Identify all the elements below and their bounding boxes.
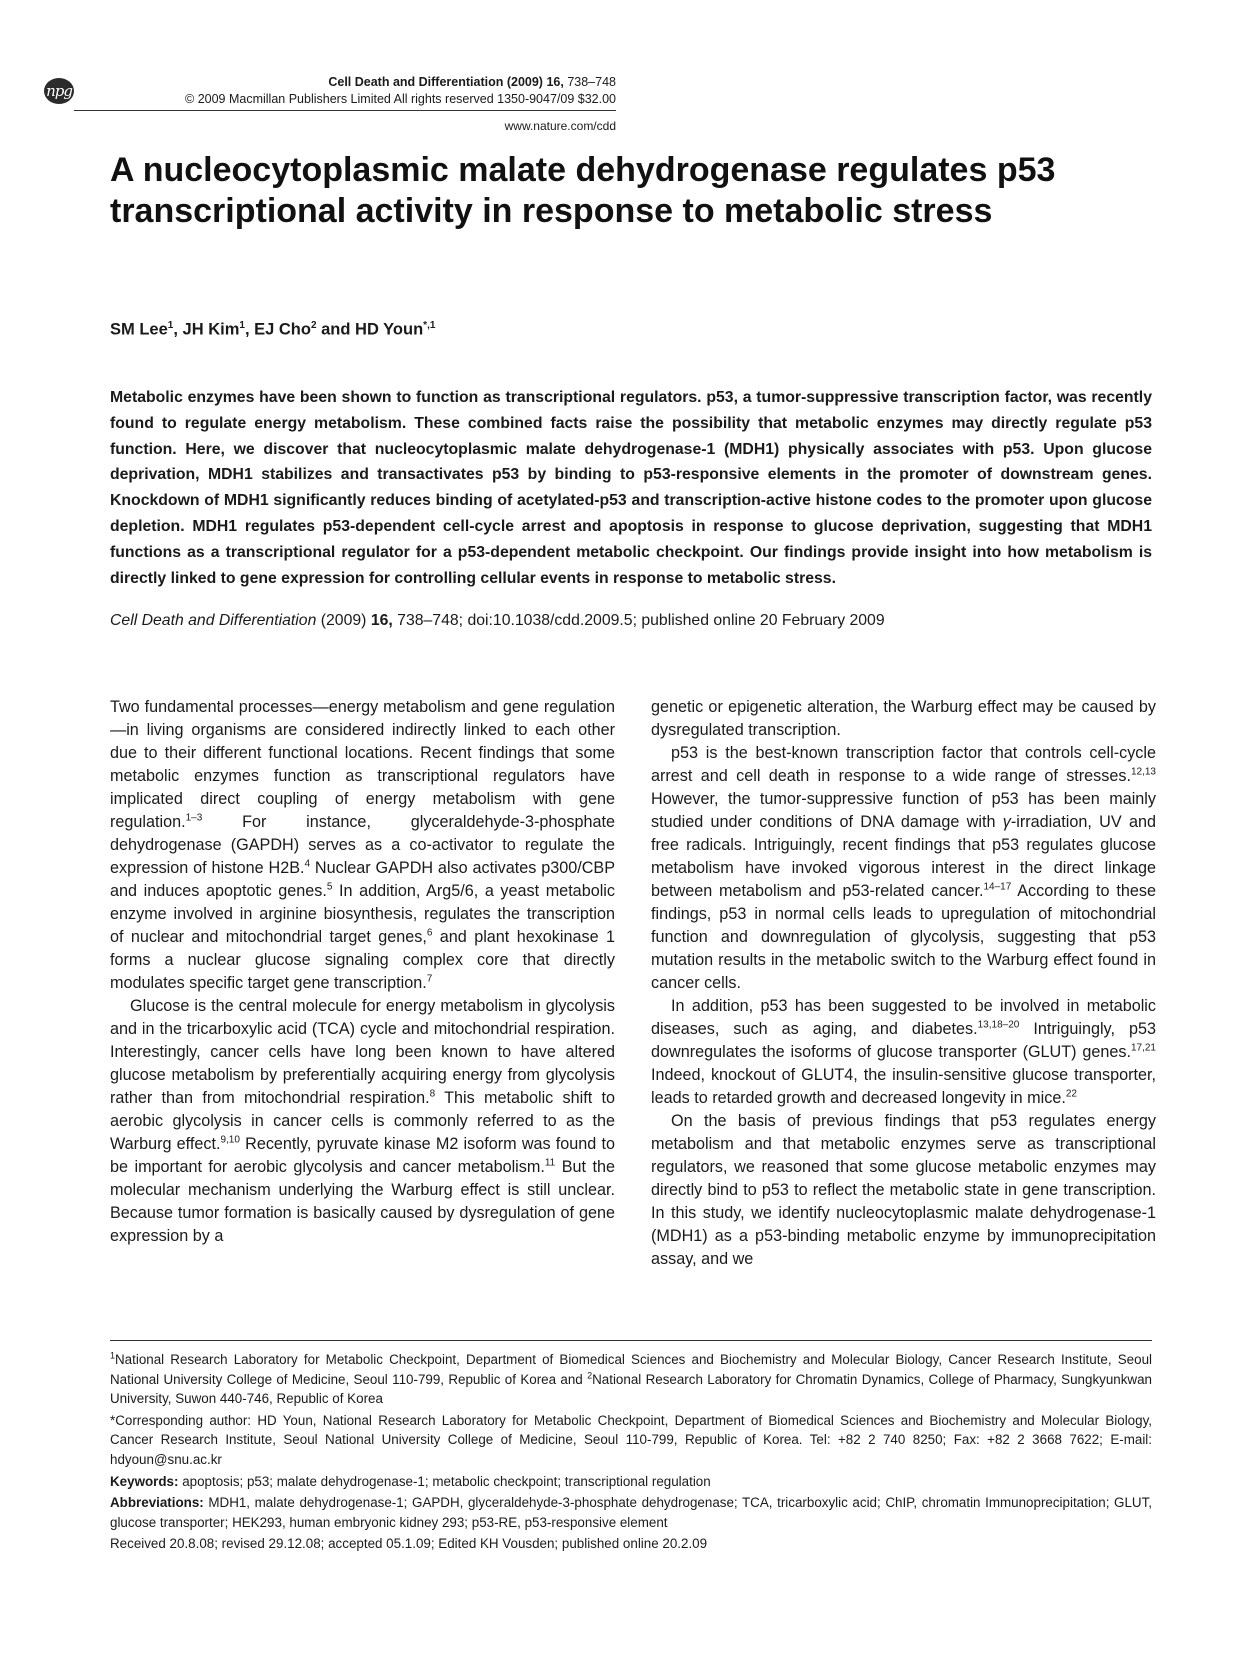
reference-mark: 14–17 — [983, 881, 1012, 893]
received-dates: Received 20.8.08; revised 29.12.08; accepted 05.1.09; Edited KH Vousden; published online 20.2.09 — [110, 1536, 708, 1552]
logo-text: npg — [46, 82, 72, 100]
author-separator: , — [173, 320, 183, 339]
reference-mark: 1–3 — [185, 812, 203, 824]
reference-mark: 12,13 — [1130, 766, 1156, 778]
body-paragraph: On the basis of previous findings that p53 regulates energy metabolism and that metabolic enzymes serve as transcriptional regulators, we reasoned that some glucose metabolic enzymes may directly bind to p53 to reflect the metabolic state in gene transcription. In this study, we identify nucleocytoplasmic malate dehydrogenase-1 (MDH1) as a p53-binding metabolic enzyme by immunoprecipitation assay, and we — [651, 1112, 1156, 1268]
reference-mark: 6 — [426, 927, 433, 939]
body-paragraph: Glucose is the central molecule for energy metabolism in glycolysis and in the tricarboxylic acid (TCA) cycle and mitochondrial respiration. Interestingly, cancer cells have long been known to have altered glucose metabolism by preferentially acquiring energy from glycolysis rather than from mitochondrial respiration.$^8$ This metabolic shift to aerobic glycolysis in cancer cells is commonly referred to as the Warburg effect.$^{9,10}$ Recently, pyruvate kinase M2 isoform was found to be important for aerobic glycolysis and cancer metabolism.$^{11}$ But the molecular mechanism underlying the Warburg effect is still unclear. Because tumor formation is basically caused by dysregulation of gene expression by a — [110, 997, 616, 1245]
citation-journal: Cell Death and Differentiation — [110, 612, 317, 629]
author-affiliation: 2 — [310, 320, 317, 331]
body-paragraph: genetic or epigenetic alteration, the Warburg effect may be caused by dysregulated transcription. — [651, 698, 1156, 739]
running-header — [185, 74, 616, 108]
reference-mark: 8 — [429, 1088, 436, 1100]
author-name: SM Lee — [110, 320, 168, 339]
author-name: EJ Cho — [254, 320, 311, 339]
journal-name: Cell Death and Differentiation (2009) — [328, 75, 543, 89]
affiliations: $^1$National Research Laboratory for Metabolic Checkpoint, Department of Biomedical Sciences and Biochemistry and Molecular Biology, Cancer Research Institute, Seoul National University College of Medicine, Seoul 110-799, Republic of Korea and $^2$National Research Laboratory for Chromatin Dynamics, College of Pharmacy, Sungkyunkwan University, Suwon 440-746, Republic of Korea — [110, 1350, 1152, 1407]
gamma-symbol: γ — [1002, 813, 1011, 831]
author-affiliation: 1 — [167, 320, 174, 331]
author-separator: and — [316, 320, 356, 339]
author-affiliation: *,1 — [423, 320, 436, 331]
abbreviations: Abbreviations: MDH1, malate dehydrogenase-1; GAPDH, glyceraldehyde-3-phosphate dehydrogenase; TCA, tricarboxylic acid; ChIP, chromatin Immunoprecipitation; GLUT, glucose transporter; HEK293, human embryonic kidney 293; p53-RE, p53-responsive element — [110, 1495, 1152, 1530]
article-title: A nucleocytoplasmic malate dehydrogenase regulates p53 transcriptional activity in response to metabolic stress — [110, 151, 1056, 230]
npg-logo — [44, 78, 74, 104]
journal-volume: 16, — [546, 75, 564, 89]
journal-line — [185, 74, 616, 91]
journal-url: www.nature.com/cdd — [504, 119, 616, 133]
body-column-right — [651, 696, 1156, 1271]
journal-pages: 738–748 — [567, 75, 616, 89]
body-paragraph: p53 is the best-known transcription factor that controls cell-cycle arrest and cell death in response to a wide range of stresses.$^{12,13}$ However, the tumor-suppressive function of p53 has been mainly studied under conditions of DNA damage with γ-irradiation, UV and free radicals. Intriguingly, recent findings that p53 regulates glucose metabolism have invoked vigorous interest in the direct linkage between metabolism and p53-related cancer.$^{14-17}$ According to these findings, p53 in normal cells leads to upregulation of mitochondrial function and downregulation of glycolysis, suggesting that p53 mutation results in the metabolic switch to the Warburg effect found in cancer cells. — [651, 744, 1156, 992]
author-list — [110, 320, 435, 340]
author-affiliation: 1 — [239, 320, 245, 331]
copyright-line: © 2009 Macmillan Publishers Limited All rights reserved 1350-9047/09 $32.00 — [185, 92, 616, 106]
corresponding-author: *Corresponding author: HD Youn, National Research Laboratory for Metabolic Checkpoint, Department of Biomedical Sciences and Biochemistry and Molecular Biology, Cancer Research Institute, Seoul National University College of Medicine, Seoul 110-799, Republic of Korea. Tel: +82 2 740 8250; Fax: +82 2 3668 7622; E-mail: hdyoun@snu.ac.kr — [110, 1412, 1152, 1467]
footnote-rule — [110, 1340, 1152, 1341]
body-paragraph: Two fundamental processes—energy metabolism and gene regulation—in living organisms are considered indirectly linked to each other due to their different functional locations. Recent findings that some metabolic enzymes function as transcriptional regulators have implicated direct coupling of energy metabolism with gene regulation.$^{1-3}$ For instance, glyceraldehyde-3-phosphate dehydrogenase (GAPDH) serves as a co-activator to regulate the expression of histone H2B.$^4$ Nuclear GAPDH also activates p300/CBP and induces apoptotic genes.$^5$ In addition, Arg5/6, a yeast metabolic enzyme involved in arginine biosynthesis, regulates the transcription of nuclear and mitochondrial target genes,$^6$ and plant hexokinase 1 forms a nuclear glucose signaling complex core that directly modulates specific target gene transcription.$^7$ — [110, 698, 615, 992]
reference-mark: 4 — [304, 858, 311, 870]
citation-volume: 16, — [370, 612, 393, 629]
reference-mark: 13,18–20 — [977, 1019, 1020, 1031]
reference-mark: 5 — [326, 881, 333, 893]
reference-mark: 11 — [544, 1157, 556, 1169]
reference-mark: 7 — [426, 973, 433, 985]
author-name: HD Youn — [355, 320, 424, 339]
keywords: Keywords: apoptosis; p53; malate dehydrogenase-1; metabolic checkpoint; transcriptional regulation — [110, 1473, 711, 1489]
citation-rest: 738–748; doi:10.1038/cdd.2009.5; published online 20 February 2009 — [392, 612, 885, 629]
abstract: Metabolic enzymes have been shown to function as transcriptional regulators. p53, a tumor-suppressive transcription factor, was recently found to regulate energy metabolism. These combined facts raise the possibility that metabolic enzymes may directly regulate p53 function. Here, we discover that nucleocytoplasmic malate dehydrogenase-1 (MDH1) physically associates with p53. Upon glucose deprivation, MDH1 stabilizes and transactivates p53 by binding to p53-responsive elements in the promoter of downstream genes. Knockdown of MDH1 significantly reduces binding of acetylated-p53 and transcription-active histone codes to the promoter upon glucose depletion. MDH1 regulates p53-dependent cell-cycle arrest and apoptosis in response to glucose deprivation, suggesting that MDH1 functions as a transcriptional regulator for a p53-dependent metabolic checkpoint. Our findings provide insight into how metabolism is directly linked to gene expression for controlling cellular events in response to metabolic stress. — [110, 389, 1152, 587]
citation-year: (2009) — [316, 612, 371, 629]
body-column-left — [110, 696, 615, 1248]
reference-mark: 22 — [1065, 1088, 1077, 1100]
author-separator: , — [244, 320, 255, 339]
footnotes — [110, 1350, 1152, 1556]
author-name: JH Kim — [182, 320, 240, 339]
body-paragraph: In addition, p53 has been suggested to be involved in metabolic diseases, such as aging, and diabetes.$^{13,18-20}$ Intriguingly, p53 downregulates the isoforms of glucose transporter (GLUT) genes.$^{17,21}$ Indeed, knockout of GLUT4, the insulin-sensitive glucose transporter, leads to retarded growth and decreased longevity in mice.$^{22}$ — [651, 997, 1156, 1107]
reference-mark: 17,21 — [1130, 1042, 1156, 1054]
reference-mark: 9,10 — [220, 1134, 240, 1146]
citation-line — [110, 612, 885, 630]
header-rule — [74, 110, 616, 111]
